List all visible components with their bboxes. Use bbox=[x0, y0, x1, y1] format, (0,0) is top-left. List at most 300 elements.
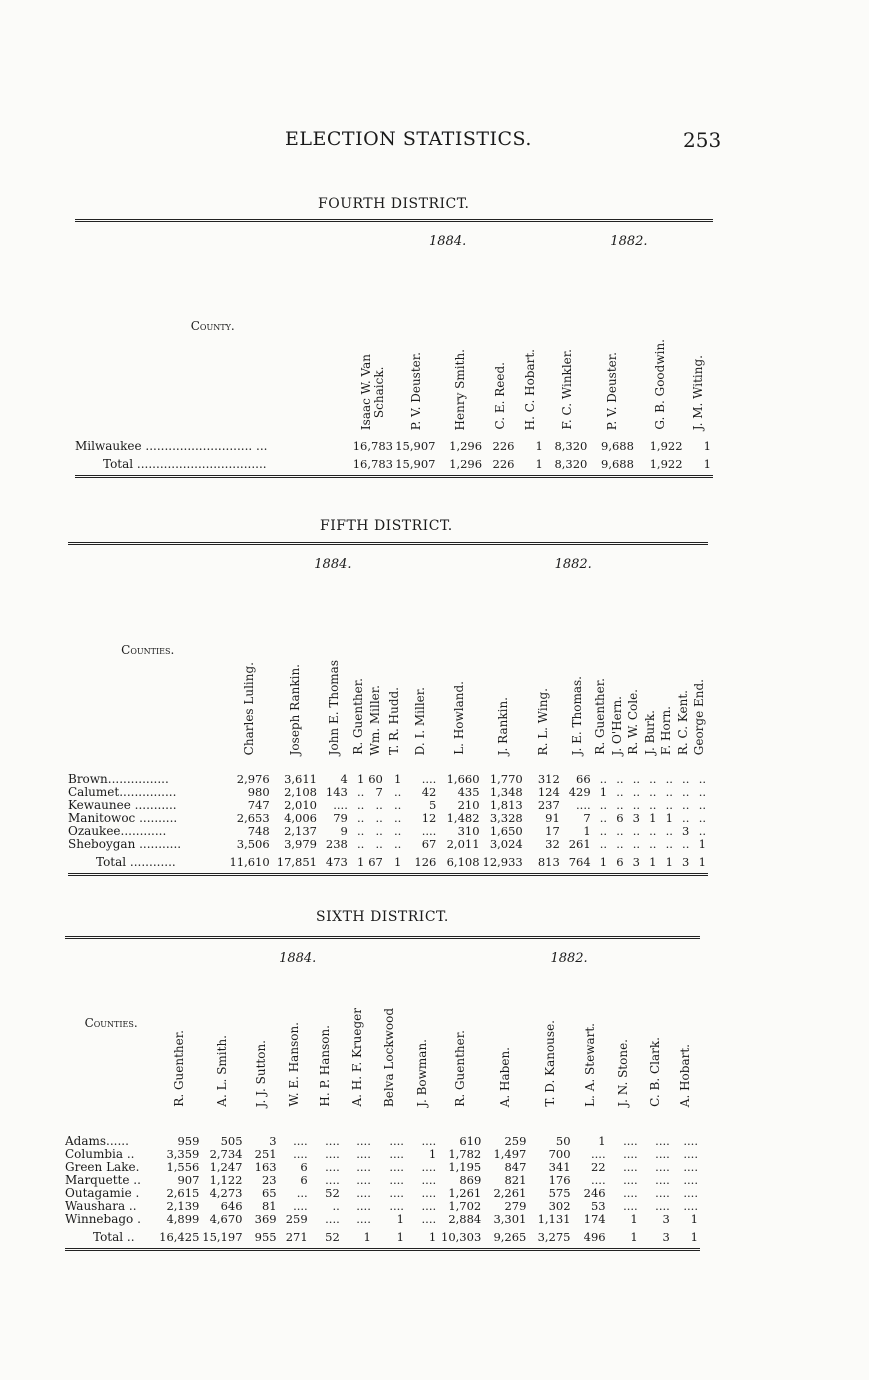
vote-cell: .. bbox=[394, 812, 402, 825]
vote-cell: .. bbox=[394, 838, 402, 851]
total-label: Total ............ bbox=[96, 855, 176, 869]
candidate-name: J. M. Witing. bbox=[691, 354, 706, 430]
county-row bbox=[65, 1107, 700, 1148]
vote-cell: .. bbox=[649, 799, 657, 812]
vote-cell: 12 bbox=[421, 812, 437, 825]
total-cell: 1,922 bbox=[649, 457, 683, 471]
vote-cell: .. bbox=[632, 772, 640, 786]
vote-cell: 176 bbox=[548, 1174, 571, 1187]
vote-cell: 1,296 bbox=[449, 439, 483, 453]
candidate-1884-header bbox=[201, 977, 244, 1107]
vote-cell: .... bbox=[421, 1187, 437, 1200]
vote-cell: 3,979 bbox=[284, 838, 317, 851]
candidate-name: F. C. Winkler. bbox=[559, 349, 574, 430]
vote-cell: .... bbox=[683, 1174, 698, 1187]
candidate-name: George End. bbox=[692, 678, 707, 755]
total-cell: 271 bbox=[285, 1230, 308, 1244]
total-row bbox=[75, 453, 713, 477]
vote-cell: 429 bbox=[568, 786, 591, 799]
vote-cell: .. bbox=[357, 812, 365, 825]
vote-cell: 4,006 bbox=[284, 812, 317, 825]
vote-cell: .. bbox=[375, 812, 383, 825]
vote-cell: .... bbox=[655, 1148, 670, 1161]
vote-cell: 67 bbox=[421, 838, 437, 851]
sixth-district-table bbox=[65, 936, 700, 1251]
total-cell: 1 bbox=[599, 855, 608, 869]
vote-cell: 1 bbox=[649, 812, 657, 825]
candidate-name: A. H. F. Krueger bbox=[349, 1008, 364, 1107]
vote-cell: .. bbox=[698, 812, 706, 825]
total-cell: 1,296 bbox=[449, 457, 483, 471]
vote-cell: 3,328 bbox=[489, 812, 523, 825]
vote-cell: .... bbox=[623, 1187, 638, 1200]
candidate-1884-header bbox=[319, 583, 350, 755]
candidate-1884-header bbox=[406, 977, 438, 1107]
candidate-name: J. E. Thomas. bbox=[569, 675, 584, 755]
vote-cell: .. bbox=[616, 799, 624, 812]
vote-cell: 575 bbox=[548, 1187, 571, 1200]
vote-cell: 435 bbox=[457, 786, 480, 799]
vote-cell: .... bbox=[293, 1148, 308, 1161]
vote-cell: 17 bbox=[545, 825, 560, 838]
candidate-1884-header bbox=[245, 977, 279, 1107]
county-row bbox=[65, 1161, 700, 1174]
candidate-1882-header bbox=[640, 977, 672, 1107]
vote-cell: 124 bbox=[537, 786, 560, 799]
vote-cell: 7 bbox=[375, 786, 383, 799]
vote-cell: .. bbox=[682, 838, 690, 851]
candidate-name: H. P. Hanson. bbox=[318, 1025, 333, 1107]
vote-cell: 259 bbox=[504, 1134, 527, 1148]
vote-cell: 1,813 bbox=[489, 799, 523, 812]
candidate-1884-header bbox=[157, 977, 201, 1107]
vote-cell: .... bbox=[293, 1134, 308, 1148]
total-row bbox=[68, 851, 708, 875]
vote-cell: 1 bbox=[665, 812, 673, 825]
total-cell: 12,933 bbox=[482, 855, 523, 869]
candidate-name: R. W. Cole. bbox=[626, 689, 641, 755]
total-cell: 1 bbox=[698, 855, 706, 869]
total-cell: 15,197 bbox=[202, 1230, 243, 1244]
vote-cell: .... bbox=[421, 1174, 437, 1187]
total-cell: 1 bbox=[363, 1230, 371, 1244]
vote-cell: .... bbox=[623, 1161, 638, 1174]
total-cell: 1 bbox=[703, 457, 711, 471]
vote-cell: 747 bbox=[247, 799, 270, 812]
vote-cell: .... bbox=[356, 1134, 371, 1148]
total-cell: 955 bbox=[254, 1230, 277, 1244]
vote-cell: 3,024 bbox=[489, 838, 523, 851]
vote-cell: .... bbox=[325, 1161, 340, 1174]
candidate-header-row bbox=[65, 977, 700, 1107]
county-name: Outagamie . bbox=[65, 1187, 140, 1200]
vote-cell: 23 bbox=[261, 1174, 277, 1187]
vote-cell: 821 bbox=[504, 1174, 527, 1187]
vote-cell: .. bbox=[649, 825, 657, 838]
candidate-1882-header bbox=[675, 583, 691, 755]
vote-cell: 32 bbox=[545, 838, 560, 851]
total-cell: 52 bbox=[325, 1230, 340, 1244]
vote-cell: .... bbox=[623, 1148, 638, 1161]
vote-cell: 5 bbox=[429, 799, 437, 812]
vote-cell: 2,976 bbox=[236, 772, 270, 786]
vote-cell: .. bbox=[649, 786, 657, 799]
vote-cell: 646 bbox=[220, 1200, 243, 1213]
county-row bbox=[68, 825, 708, 838]
vote-cell: .... bbox=[421, 1161, 437, 1174]
candidate-1882-header bbox=[636, 260, 685, 430]
vote-cell: .... bbox=[356, 1174, 371, 1187]
vote-cell: .... bbox=[389, 1174, 404, 1187]
vote-cell: .... bbox=[655, 1134, 670, 1148]
vote-cell: 1 bbox=[598, 1134, 606, 1148]
vote-cell: 174 bbox=[583, 1213, 606, 1226]
vote-cell: .... bbox=[356, 1161, 371, 1174]
vote-cell: ... bbox=[296, 1187, 308, 1200]
vote-cell: .... bbox=[389, 1134, 404, 1148]
vote-cell: 261 bbox=[568, 838, 591, 851]
vote-cell: .. bbox=[394, 825, 402, 838]
vote-cell: .... bbox=[683, 1200, 698, 1213]
candidate-1882-header bbox=[573, 977, 608, 1107]
candidate-1884-header bbox=[350, 260, 395, 430]
county-column-header: Counties. bbox=[84, 1016, 138, 1030]
fifth-district-table bbox=[68, 542, 708, 876]
fifth-district-title: FIFTH DISTRICT. bbox=[320, 518, 453, 534]
vote-cell: 1,782 bbox=[448, 1148, 482, 1161]
running-title: ELECTION STATISTICS. bbox=[285, 128, 532, 150]
vote-cell: .. bbox=[682, 812, 690, 825]
vote-cell: .. bbox=[332, 1200, 340, 1213]
vote-cell: 1 bbox=[428, 1148, 437, 1161]
candidate-name: Belva Lockwood bbox=[381, 1007, 396, 1107]
candidate-1882-header bbox=[626, 583, 642, 755]
vote-cell: 3,506 bbox=[236, 838, 270, 851]
vote-cell: .... bbox=[683, 1187, 698, 1200]
county-name: Manitowoc .......... bbox=[68, 812, 178, 825]
vote-cell: 2,137 bbox=[284, 825, 317, 838]
vote-cell: 869 bbox=[459, 1174, 482, 1187]
vote-cell: .. bbox=[632, 838, 640, 851]
candidate-1884-header bbox=[516, 260, 544, 430]
candidate-1882-header bbox=[609, 583, 625, 755]
year-header-row bbox=[65, 938, 700, 978]
vote-cell: 52 bbox=[325, 1187, 340, 1200]
vote-cell: 369 bbox=[254, 1213, 277, 1226]
total-cell: 1 bbox=[690, 1230, 698, 1244]
vote-cell: 237 bbox=[537, 799, 560, 812]
total-cell: 1 bbox=[394, 855, 402, 869]
vote-cell: 65 bbox=[261, 1187, 277, 1200]
vote-cell: 6 bbox=[300, 1161, 308, 1174]
vote-cell: 53 bbox=[590, 1200, 606, 1213]
vote-cell: .. bbox=[375, 825, 383, 838]
vote-cell: 341 bbox=[548, 1161, 571, 1174]
vote-cell: .. bbox=[394, 786, 402, 799]
vote-cell: 1,660 bbox=[446, 772, 480, 786]
sixth-district-title: SIXTH DISTRICT. bbox=[316, 909, 449, 925]
county-row bbox=[65, 1200, 700, 1213]
vote-cell: .. bbox=[357, 825, 365, 838]
vote-cell: 42 bbox=[421, 786, 437, 799]
vote-cell: 1,497 bbox=[493, 1148, 527, 1161]
county-column-header: Counties. bbox=[121, 643, 175, 657]
vote-cell: .... bbox=[325, 1174, 340, 1187]
candidate-name: J. O'Hern. bbox=[609, 695, 624, 755]
total-cell: 1 bbox=[535, 457, 543, 471]
vote-cell: 2,615 bbox=[166, 1187, 200, 1200]
total-cell: 17,851 bbox=[276, 855, 317, 869]
county-name: Adams...... bbox=[65, 1134, 129, 1148]
candidate-1884-header bbox=[484, 260, 516, 430]
vote-cell: 2,884 bbox=[448, 1213, 482, 1226]
vote-cell: .... bbox=[356, 1148, 371, 1161]
vote-cell: .... bbox=[356, 1187, 371, 1200]
candidate-name: Henry Smith. bbox=[453, 348, 468, 430]
candidate-name: R. C. Kent. bbox=[675, 689, 690, 755]
candidate-name: Charles Luling. bbox=[242, 661, 257, 755]
vote-cell: .... bbox=[683, 1148, 698, 1161]
total-cell: 496 bbox=[583, 1230, 606, 1244]
candidate-1882-header bbox=[589, 260, 636, 430]
county-name: Brown................ bbox=[68, 772, 169, 786]
vote-cell: .... bbox=[623, 1200, 638, 1213]
vote-cell: .. bbox=[375, 838, 383, 851]
county-name: Milwaukee ............................ ... bbox=[75, 439, 268, 453]
vote-cell: 91 bbox=[545, 812, 560, 825]
vote-cell: 3 bbox=[632, 812, 640, 825]
vote-cell: 16,783 bbox=[352, 439, 393, 453]
vote-cell: .. bbox=[665, 786, 673, 799]
vote-cell: 4,273 bbox=[209, 1187, 243, 1200]
vote-cell: .... bbox=[356, 1213, 371, 1226]
vote-cell: .... bbox=[389, 1148, 404, 1161]
candidate-name: R. Guenther. bbox=[453, 1030, 468, 1107]
vote-cell: 1 bbox=[698, 838, 706, 851]
county-name: Marquette .. bbox=[65, 1174, 141, 1187]
candidate-name: L. Howland. bbox=[452, 681, 467, 755]
vote-cell: .... bbox=[421, 1200, 437, 1213]
vote-cell: 847 bbox=[504, 1161, 527, 1174]
candidate-1884-header bbox=[310, 977, 342, 1107]
vote-cell: 312 bbox=[537, 772, 560, 786]
vote-cell: .. bbox=[632, 825, 640, 838]
candidate-name: Wm. Miller. bbox=[368, 684, 383, 755]
vote-cell: 1,650 bbox=[489, 825, 523, 838]
county-row bbox=[68, 755, 708, 786]
vote-cell: 310 bbox=[457, 825, 480, 838]
vote-cell: 1,348 bbox=[489, 786, 523, 799]
vote-cell: 279 bbox=[504, 1200, 527, 1213]
total-cell: 9,688 bbox=[601, 457, 634, 471]
vote-cell: 66 bbox=[576, 772, 591, 786]
candidate-name: C. E. Reed. bbox=[492, 362, 507, 430]
vote-cell: 210 bbox=[457, 799, 480, 812]
vote-cell: .... bbox=[590, 1174, 606, 1187]
vote-cell: 60 bbox=[368, 772, 383, 786]
vote-cell: .... bbox=[623, 1134, 638, 1148]
candidate-1884-header bbox=[437, 260, 484, 430]
vote-cell: .... bbox=[655, 1174, 670, 1187]
county-row bbox=[65, 1187, 700, 1200]
vote-cell: 1 bbox=[583, 825, 591, 838]
county-row bbox=[65, 1174, 700, 1187]
candidate-name: P. V. Deuster. bbox=[408, 351, 423, 430]
county-name: Ozaukee............ bbox=[68, 825, 167, 838]
county-column-header: County. bbox=[190, 319, 235, 333]
vote-cell: 4 bbox=[340, 772, 348, 786]
vote-cell: .. bbox=[599, 812, 608, 825]
county-row bbox=[68, 799, 708, 812]
vote-cell: .. bbox=[357, 838, 365, 851]
vote-cell: .. bbox=[599, 799, 608, 812]
vote-cell: .. bbox=[665, 838, 673, 851]
total-cell: 126 bbox=[414, 855, 437, 869]
total-row bbox=[65, 1226, 700, 1250]
candidate-name: Joseph Rankin. bbox=[287, 663, 302, 755]
candidate-name: D. I. Miller. bbox=[413, 686, 428, 755]
candidate-name: T. D. Kanouse. bbox=[542, 1020, 557, 1107]
vote-cell: .... bbox=[356, 1200, 371, 1213]
vote-cell: .. bbox=[599, 825, 608, 838]
vote-cell: .... bbox=[389, 1161, 404, 1174]
vote-cell: .... bbox=[421, 772, 437, 786]
page-number: 253 bbox=[683, 128, 722, 152]
candidate-name: Isaac W. Van Schaick. bbox=[358, 353, 386, 430]
total-cell: 6,108 bbox=[446, 855, 480, 869]
total-cell: 1 bbox=[649, 855, 657, 869]
year-header-row bbox=[68, 544, 708, 584]
vote-cell: 610 bbox=[459, 1134, 482, 1148]
vote-cell: 1,702 bbox=[448, 1200, 482, 1213]
fourth-district-title: FOURTH DISTRICT. bbox=[318, 196, 470, 212]
candidate-name: C. B. Clark. bbox=[648, 1037, 663, 1107]
vote-cell: 1,556 bbox=[166, 1161, 200, 1174]
vote-cell: 1,247 bbox=[209, 1161, 243, 1174]
vote-cell: 4,899 bbox=[166, 1213, 200, 1226]
vote-cell: 50 bbox=[555, 1134, 571, 1148]
vote-cell: 3,611 bbox=[284, 772, 317, 786]
candidate-1882-header bbox=[438, 977, 483, 1107]
vote-cell: 1 bbox=[396, 1213, 404, 1226]
candidate-name: J. N. Stone. bbox=[616, 1039, 631, 1107]
vote-cell: .... bbox=[683, 1134, 698, 1148]
vote-cell: 1,122 bbox=[209, 1174, 243, 1187]
vote-cell: 2,010 bbox=[284, 799, 317, 812]
vote-cell: .. bbox=[616, 825, 624, 838]
county-row bbox=[68, 838, 708, 851]
vote-cell: .. bbox=[632, 799, 640, 812]
candidate-1884-header bbox=[279, 977, 310, 1107]
vote-cell: 22 bbox=[590, 1161, 606, 1174]
vote-cell: 2,653 bbox=[236, 812, 270, 825]
total-cell: 3 bbox=[662, 1230, 670, 1244]
vote-cell: .... bbox=[655, 1200, 670, 1213]
vote-cell: 2,734 bbox=[209, 1148, 243, 1161]
vote-cell: 259 bbox=[285, 1213, 308, 1226]
county-row bbox=[65, 1213, 700, 1226]
candidate-name: F. Horn. bbox=[659, 705, 674, 755]
vote-cell: 1 bbox=[599, 786, 608, 799]
vote-cell: 3 bbox=[662, 1213, 670, 1226]
vote-cell: 2,261 bbox=[493, 1187, 527, 1200]
county-name: Sheboygan ........... bbox=[68, 838, 182, 851]
county-name: Calumet............... bbox=[68, 786, 177, 799]
vote-cell: 8,320 bbox=[554, 439, 588, 453]
vote-cell: .... bbox=[293, 1200, 308, 1213]
vote-cell: 1,261 bbox=[448, 1187, 482, 1200]
total-cell: 1 bbox=[428, 1230, 437, 1244]
candidate-name: L. A. Stewart. bbox=[582, 1023, 597, 1107]
candidate-name: R. Guenther. bbox=[593, 678, 608, 755]
vote-cell: 4,670 bbox=[209, 1213, 243, 1226]
vote-cell: .... bbox=[683, 1161, 698, 1174]
candidate-1882-header bbox=[672, 977, 700, 1107]
vote-cell: 3 bbox=[269, 1134, 277, 1148]
year-header-row bbox=[75, 221, 713, 261]
page-header bbox=[0, 128, 869, 158]
year-1882-header: 1882. bbox=[554, 556, 592, 572]
candidate-1882-header bbox=[438, 583, 481, 755]
candidate-1884-header bbox=[403, 583, 438, 755]
vote-cell: 1,195 bbox=[448, 1161, 482, 1174]
vote-cell: 6 bbox=[616, 812, 624, 825]
vote-cell: .... bbox=[389, 1200, 404, 1213]
vote-cell: 143 bbox=[325, 786, 348, 799]
total-cell: 1 bbox=[665, 855, 673, 869]
fourth-district-table bbox=[75, 219, 713, 478]
candidate-name: A. L. Smith. bbox=[215, 1035, 230, 1107]
vote-cell: .. bbox=[698, 786, 706, 799]
county-name: Kewaunee ........... bbox=[68, 799, 177, 812]
candidate-name: H. C. Hobart. bbox=[523, 348, 538, 430]
vote-cell: 980 bbox=[247, 786, 270, 799]
vote-cell: 748 bbox=[247, 825, 270, 838]
candidate-name: R. Guenther. bbox=[171, 1030, 186, 1107]
vote-cell: 9,688 bbox=[601, 439, 634, 453]
total-cell: 813 bbox=[537, 855, 560, 869]
vote-cell: 246 bbox=[583, 1187, 606, 1200]
county-row bbox=[68, 786, 708, 799]
vote-cell: .... bbox=[655, 1187, 670, 1200]
candidate-name: T. R. Hudd. bbox=[386, 687, 401, 755]
total-cell: 67 bbox=[368, 855, 383, 869]
total-cell: 1 bbox=[630, 1230, 638, 1244]
vote-cell: 1 bbox=[630, 1213, 638, 1226]
total-cell: 3 bbox=[632, 855, 640, 869]
vote-cell: .... bbox=[421, 825, 437, 838]
county-name: Waushara .. bbox=[65, 1200, 137, 1213]
candidate-1882-header bbox=[593, 583, 609, 755]
candidate-1884-header bbox=[385, 583, 404, 755]
total-cell: 473 bbox=[325, 855, 348, 869]
candidate-1884-header bbox=[395, 260, 438, 430]
county-name: Green Lake. bbox=[65, 1161, 140, 1174]
total-cell: 764 bbox=[568, 855, 591, 869]
vote-cell: 6 bbox=[300, 1174, 308, 1187]
vote-cell: .... bbox=[576, 799, 591, 812]
vote-cell: 238 bbox=[325, 838, 348, 851]
county-name: Columbia .. bbox=[65, 1148, 135, 1161]
vote-cell: .. bbox=[375, 799, 383, 812]
candidate-1882-header bbox=[658, 583, 674, 755]
vote-cell: .... bbox=[421, 1134, 437, 1148]
vote-cell: .. bbox=[649, 838, 657, 851]
candidate-1882-header bbox=[642, 583, 658, 755]
candidate-name: J. J. Sutton. bbox=[254, 1039, 269, 1107]
vote-cell: 1 bbox=[394, 772, 402, 786]
candidate-name: G. B. Goodwin. bbox=[652, 339, 667, 430]
